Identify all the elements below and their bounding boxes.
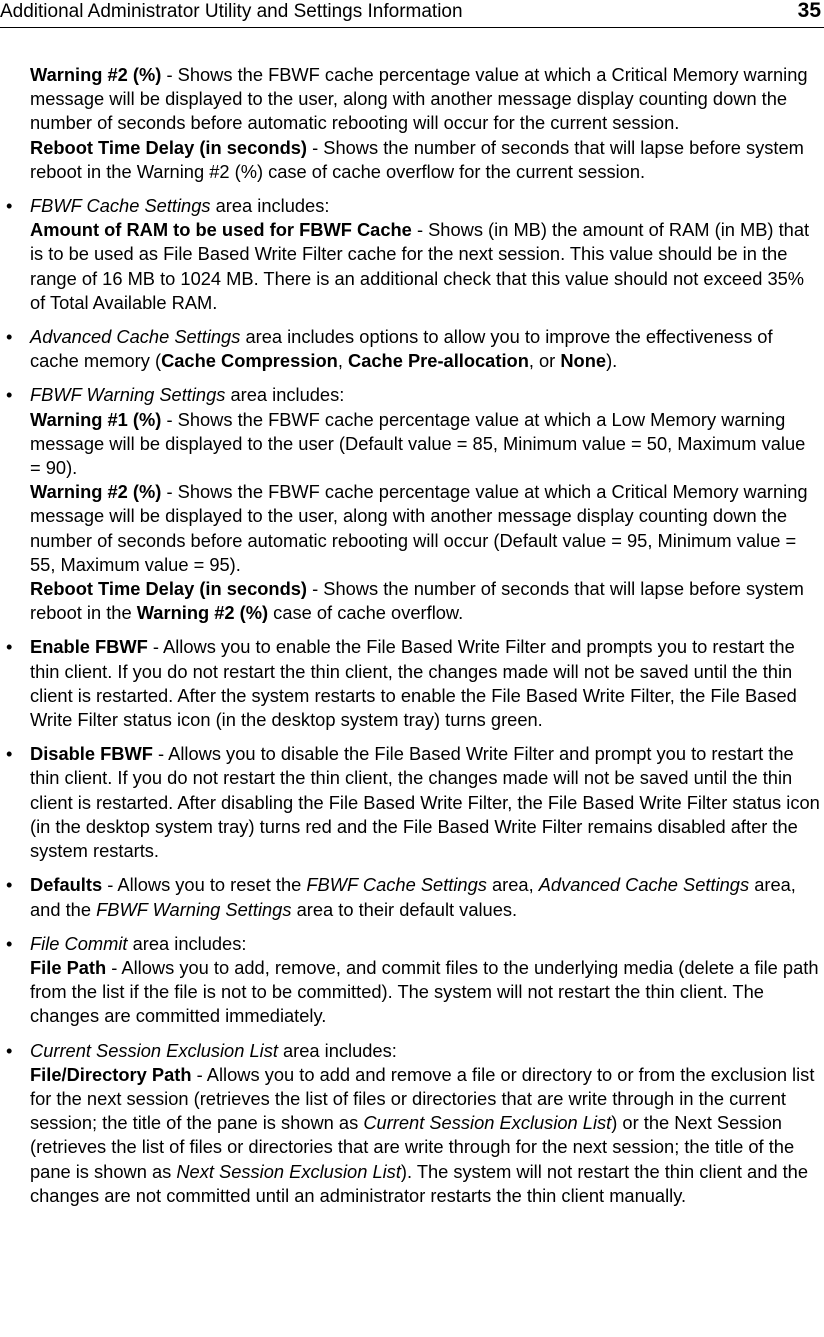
list-item-disable-fbwf xyxy=(0,742,824,863)
bullet: • xyxy=(6,932,13,954)
text: area, and the xyxy=(30,874,796,920)
term: File Path xyxy=(30,956,107,978)
description: - Allows you to disable the File Based Write Filter and prompt you to restart the thin client. If you do not restart the thin client, the changes made will not be saved until the thin client is restarted. After disabling the File Based Write Filter, the File Based Write Filter status icon (in the desktop system tray) turns red and the File Based Write Filter remains disabled after the system restarts. xyxy=(30,743,820,862)
item-detail xyxy=(30,956,820,1029)
item-heading xyxy=(30,194,820,218)
running-title: Additional Administrator Utility and Settings Information xyxy=(0,1,463,22)
area-name: FBWF Cache Settings xyxy=(306,874,487,896)
area-name: FBWF Warning Settings xyxy=(30,384,226,406)
area-name: Advanced Cache Settings xyxy=(538,874,750,896)
bullet: • xyxy=(6,874,13,896)
list-item-advanced-cache-settings xyxy=(0,325,824,373)
item-text xyxy=(30,325,820,373)
text: area to their default values. xyxy=(291,898,518,920)
description: ) or the Next Session (retrieves the list of files or directories that are write through for the next session; the title of the pane is shown as xyxy=(30,1112,795,1182)
term: File/Directory Path xyxy=(30,1063,192,1085)
area-intro: area includes: xyxy=(225,384,345,406)
item-text xyxy=(30,873,820,921)
item-text xyxy=(30,742,820,863)
description: - Allows you to add, remove, and commit files to the underlying media (delete a file path from the list if the file is not to be committed). The system will not restart the thin client. The changes are committed immediately. xyxy=(30,956,819,1027)
header-rule xyxy=(0,27,824,28)
description: - Shows the FBWF cache percentage value at which a Critical Memory warning message will be displayed to the user, along with another message display counting down the number of seconds before automatic rebooting will occur for the current session. xyxy=(30,64,808,134)
term: Enable FBWF xyxy=(30,636,148,658)
description: - Shows the FBWF cache percentage value at which a Low Memory warning message will be displayed to the user (Default value = 85, Minimum value = 50, Maximum value = 90). xyxy=(30,408,806,479)
area-name: FBWF Warning Settings xyxy=(96,898,292,920)
description: - Shows (in MB) the amount of RAM (in MB) that is to be used as File Based Write Filter cache for the next session. This value should be in the range of 16 MB to 1024 MB. There is an additional check that this value should not exceed 35% of Total Available RAM. xyxy=(30,219,810,313)
area-name: Advanced Cache Settings xyxy=(30,326,241,348)
description: - Shows the FBWF cache percentage value at which a Critical Memory warning message will be displayed to the user, along with another message display counting down the number of seconds before automatic rebooting will occur (Default value = 95, Minimum value = 55, Maximum value = 95). xyxy=(30,481,808,575)
item-heading xyxy=(30,383,820,407)
page-number: 35 xyxy=(797,0,821,22)
list-item-current-session-exclusion-list xyxy=(0,1039,824,1208)
list-item-file-commit xyxy=(0,932,824,1029)
list-item-fbwf-warning-settings xyxy=(0,383,824,625)
bullet: • xyxy=(6,326,13,348)
bullet: • xyxy=(6,743,13,765)
area-name: FBWF Cache Settings xyxy=(30,195,211,217)
term-reference: Warning #2 (%) xyxy=(136,602,269,624)
item-detail xyxy=(30,1063,820,1208)
term: Warning #1 (%) xyxy=(30,408,162,430)
term: Amount of RAM to be used for FBWF Cache xyxy=(30,219,412,241)
list-item-defaults xyxy=(0,873,824,921)
term: Disable FBWF xyxy=(30,743,153,765)
option-none: None xyxy=(560,350,607,372)
description: case of cache overflow. xyxy=(268,602,464,624)
item-detail xyxy=(30,218,820,315)
intro-warning2-paragraph xyxy=(30,63,824,136)
list-item-enable-fbwf xyxy=(0,635,824,732)
item-detail xyxy=(30,408,820,481)
list-item-fbwf-cache-settings xyxy=(0,194,824,315)
option-cache-compression: Cache Compression xyxy=(161,350,338,372)
text: , or xyxy=(528,350,561,372)
bullet: • xyxy=(6,1039,13,1061)
description: - Shows the number of seconds that will lapse before system reboot in the xyxy=(30,578,804,624)
item-text xyxy=(30,635,820,732)
bullet: • xyxy=(6,384,13,406)
area-name: File Commit xyxy=(30,932,128,954)
text: , xyxy=(337,350,349,372)
text: - Allows you to reset the xyxy=(102,874,307,896)
page-body xyxy=(0,63,824,1208)
term: Defaults xyxy=(30,874,103,896)
pane-title: Current Session Exclusion List xyxy=(363,1112,612,1134)
pane-title: Next Session Exclusion List xyxy=(176,1160,401,1182)
term: Reboot Time Delay (in seconds) xyxy=(30,136,307,158)
item-detail xyxy=(30,577,820,625)
text: area, xyxy=(486,874,539,896)
description: ). The system will not restart the thin client and the changes are not committed until an administrator restarts the thin client manually. xyxy=(30,1160,809,1206)
text: area includes options to allow you to improve the effectiveness of cache memory ( xyxy=(30,326,773,372)
term: Reboot Time Delay (in seconds) xyxy=(30,578,307,600)
text: ). xyxy=(606,350,618,372)
term: Warning #2 (%) xyxy=(30,481,162,503)
description: - Shows the number of seconds that will lapse before system reboot in the Warning #2 (%) case of cache overflow for the current session. xyxy=(30,136,804,182)
area-intro: area includes: xyxy=(127,932,247,954)
area-name: Current Session Exclusion List xyxy=(30,1039,278,1061)
bullet: • xyxy=(6,195,13,217)
area-intro: area includes: xyxy=(210,195,330,217)
option-cache-preallocation: Cache Pre-allocation xyxy=(348,350,529,372)
description: - Allows you to enable the File Based Write Filter and prompts you to restart the thin client. If you do not restart the thin client, the changes made will not be saved until the thin client is restarted. After the system restarts to enable the File Based Write Filter, the File Based Write Filter status icon (in the desktop system tray) turns green. xyxy=(30,636,797,731)
item-heading xyxy=(30,1039,820,1063)
term: Warning #2 (%) xyxy=(30,64,162,85)
item-heading xyxy=(30,932,820,956)
page-header xyxy=(0,0,824,27)
intro-reboot-paragraph xyxy=(30,136,824,184)
area-intro: area includes: xyxy=(277,1039,397,1061)
description: - Allows you to add and remove a file or directory to or from the exclusion list for the next session (retrieves the list of files or directories that are write through in the current session; the title of the pane is shown as xyxy=(30,1063,815,1134)
bullet: • xyxy=(6,636,13,658)
item-detail xyxy=(30,480,820,577)
